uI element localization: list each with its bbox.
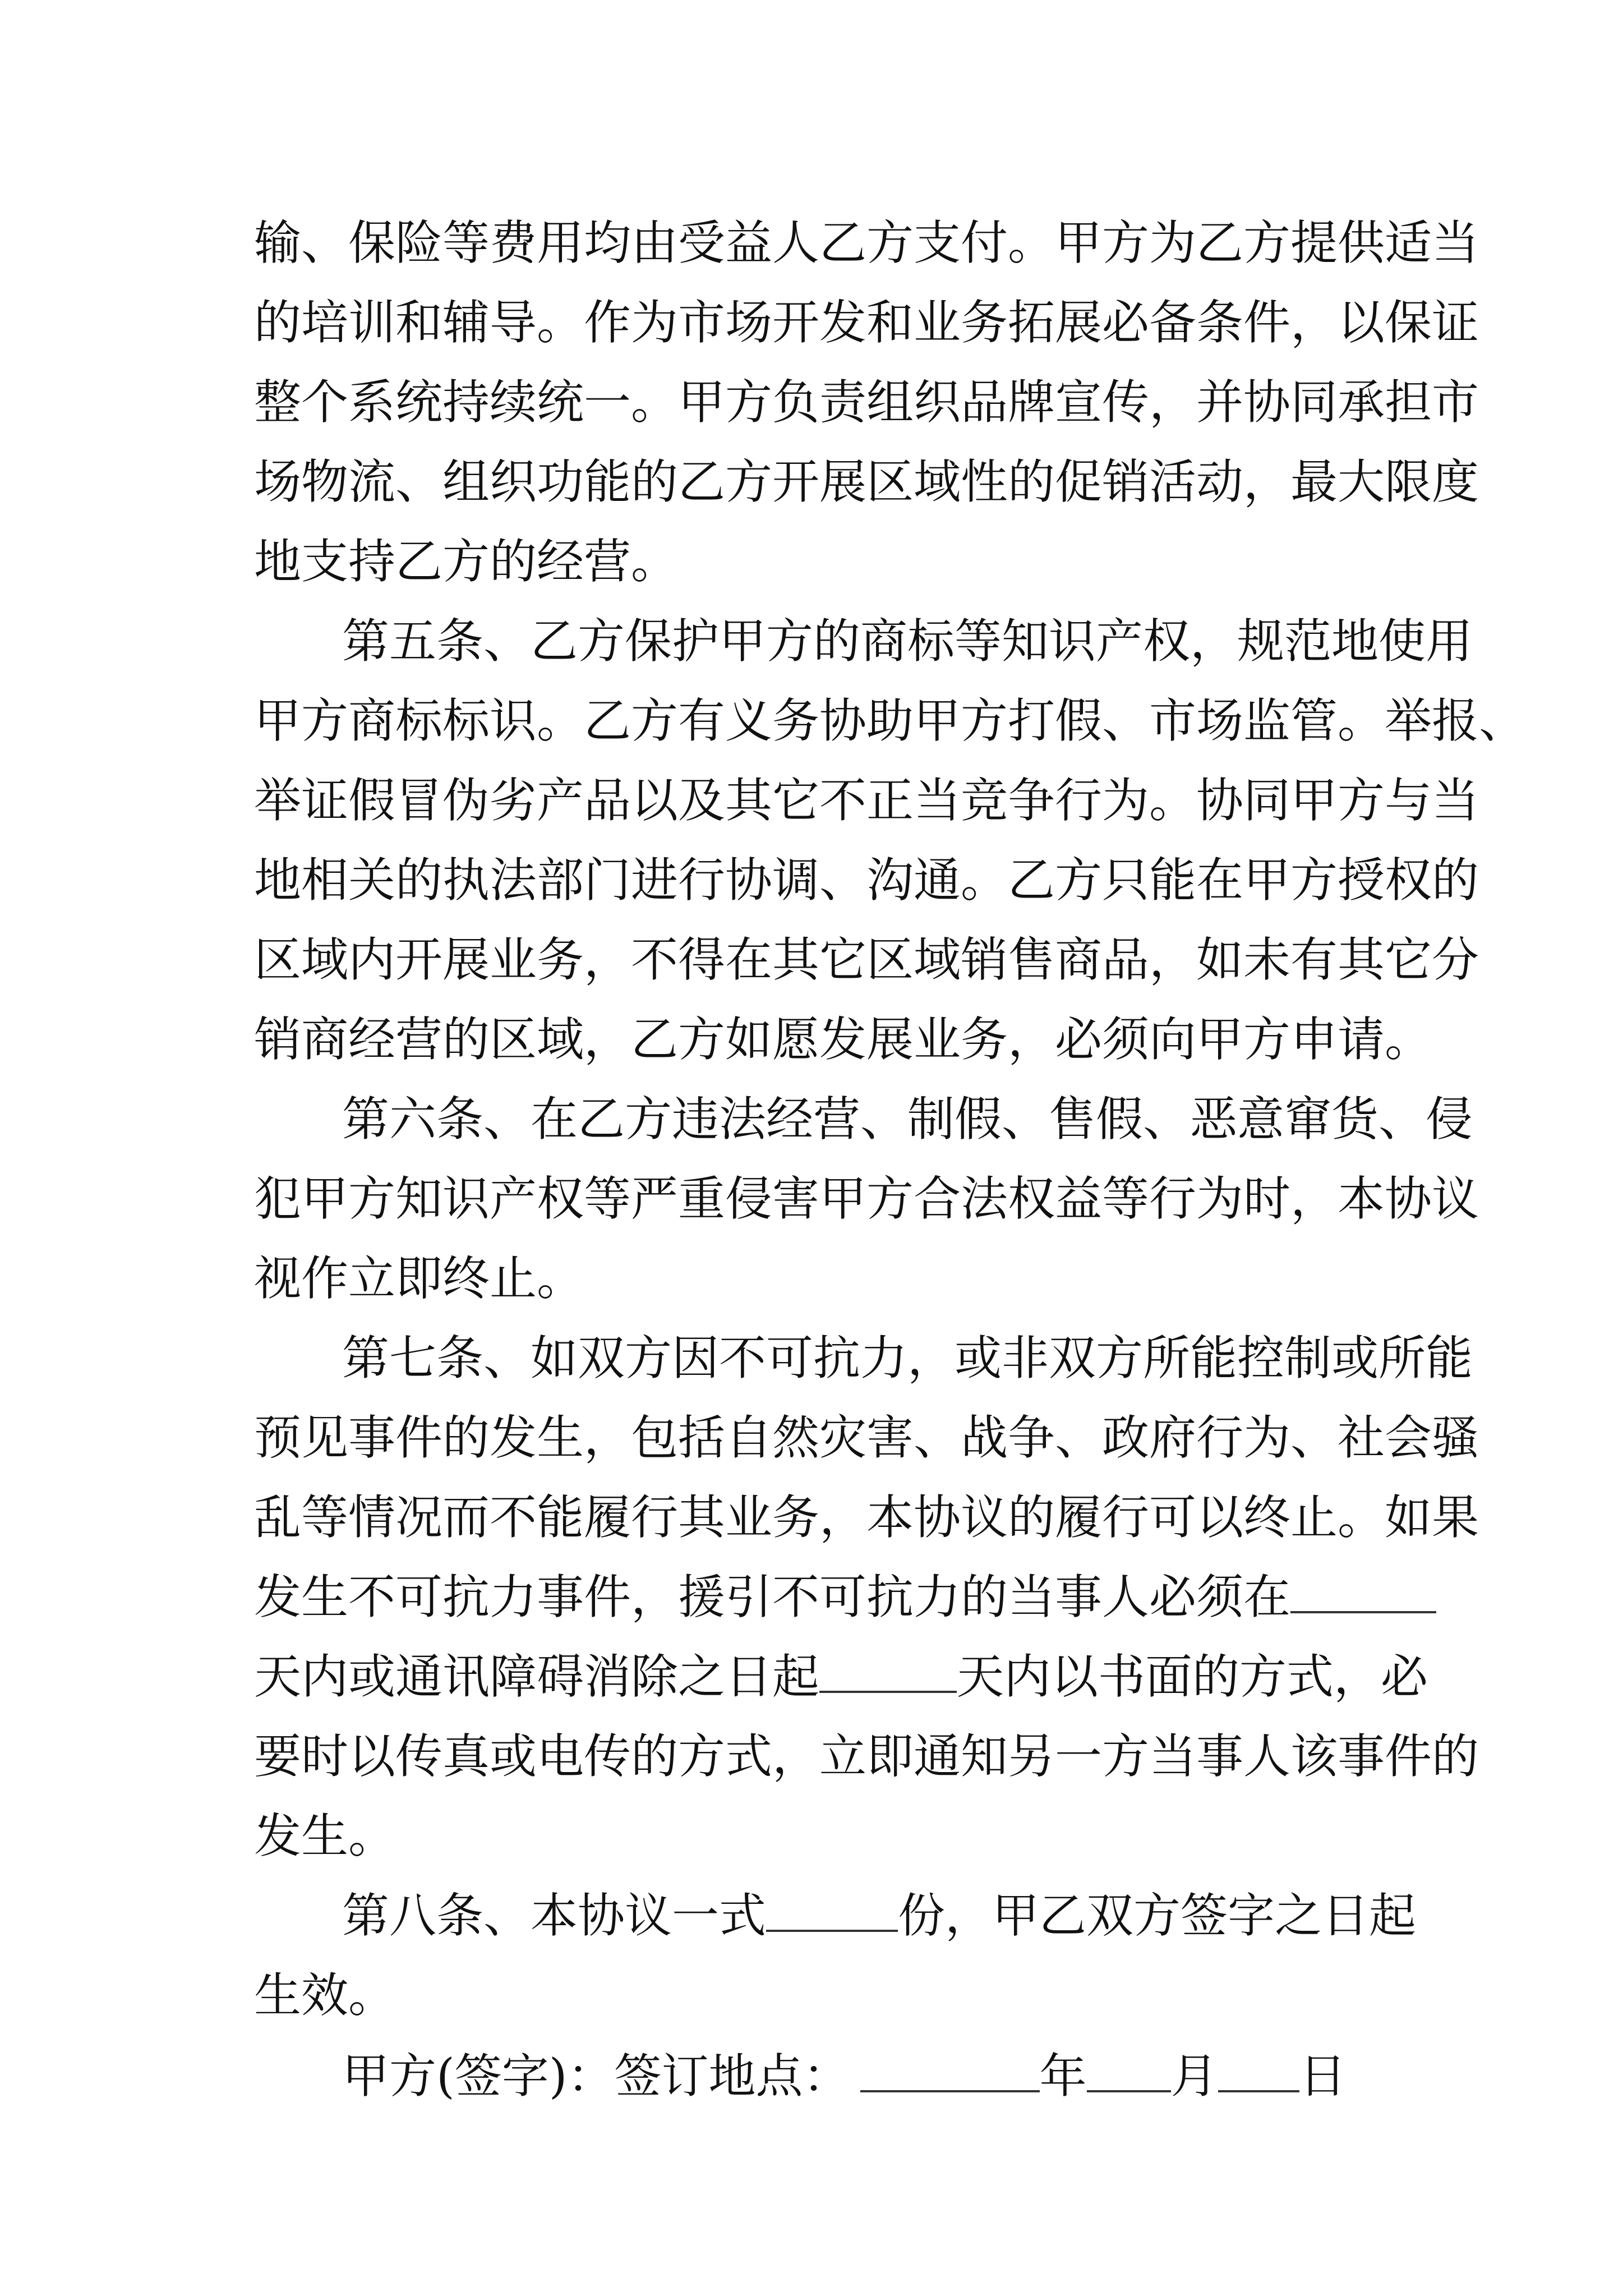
text-line: 举证假冒伪劣产品以及其它不正当竞争行为。协同甲方与当 [254,773,1479,828]
signature-line [342,2034,1393,2118]
text-line: 预见事件的发生，包括自然灾害、战争、政府行为、社会骚 [254,1410,1479,1465]
text-line: 乱等情况而不能履行其业务，本协议的履行可以终止。如果 [254,1490,1479,1545]
line-text: 第八条、本协议一式 [342,1888,767,1943]
year-label: 年 [1039,2049,1087,2104]
text-line [254,1555,1393,1639]
text-line: 犯甲方知识产权等严重侵害甲方合法权益等行为时，本协议 [254,1171,1479,1226]
days-blank [1290,1572,1436,1613]
day-label: 日 [1299,2049,1347,2104]
year-blank [860,2051,1040,2092]
text-line: 输、保险等费用均由受益人乙方支付。甲方为乙方提供适当 [254,215,1479,270]
article-8-first-line [342,1874,1417,1958]
text-line: 地相关的执法部门进行协调、沟通。乙方只能在甲方授权的 [254,853,1479,908]
article-5-first-line: 第五条、乙方保护甲方的商标等知识产权，规范地使用 [342,614,1473,669]
day-blank [1218,2051,1299,2092]
text-line: 整个系统持续统一。甲方负责组织品牌宣传，并协同承担市 [254,375,1479,430]
text-line: 的培训和辅导。作为市场开发和业务拓展必备条件，以保证 [254,295,1479,350]
copies-blank [766,1890,898,1932]
signature-label: 甲方(签字)：签订地点： [342,2049,850,2104]
article-6-first-line: 第六条、在乙方违法经营、制假、售假、恶意窜货、侵 [342,1092,1473,1147]
month-blank [1087,2051,1171,2092]
line-text: 发生不可抗力事件，援引不可抗力的当事人必须在 [254,1570,1291,1625]
article-7-first-line: 第七条、如双方因不可抗力，或非双方所能控制或所能 [342,1331,1473,1386]
line-text: 天内以书面的方式，必 [957,1649,1428,1704]
text-line: 销商经营的区域，乙方如愿发展业务，必须向甲方申请。 [254,1012,1432,1067]
text-line: 地支持乙方的经营。 [254,534,679,589]
line-text: 天内或通讯障碍消除之日起 [254,1649,820,1704]
days-blank [819,1651,957,1693]
text-line: 视作立即终止。 [254,1251,584,1306]
text-line: 要时以传真或电传的方式，立即通知另一方当事人该事件的 [254,1729,1479,1784]
month-label: 月 [1170,2049,1218,2104]
text-line: 场物流、组织功能的乙方开展区域性的促销活动，最大限度 [254,454,1479,509]
text-line: 发生。 [254,1809,396,1864]
text-line: 甲方商标标识。乙方有义务协助甲方打假、市场监管。举报、 [254,693,1527,748]
text-line: 区域内开展业务，不得在其它区域销售商品，如未有其它分 [254,932,1479,987]
line-text: 份，甲乙双方签字之日起 [898,1888,1417,1943]
text-line [254,1635,1428,1719]
text-line: 生效。 [254,1968,396,2023]
